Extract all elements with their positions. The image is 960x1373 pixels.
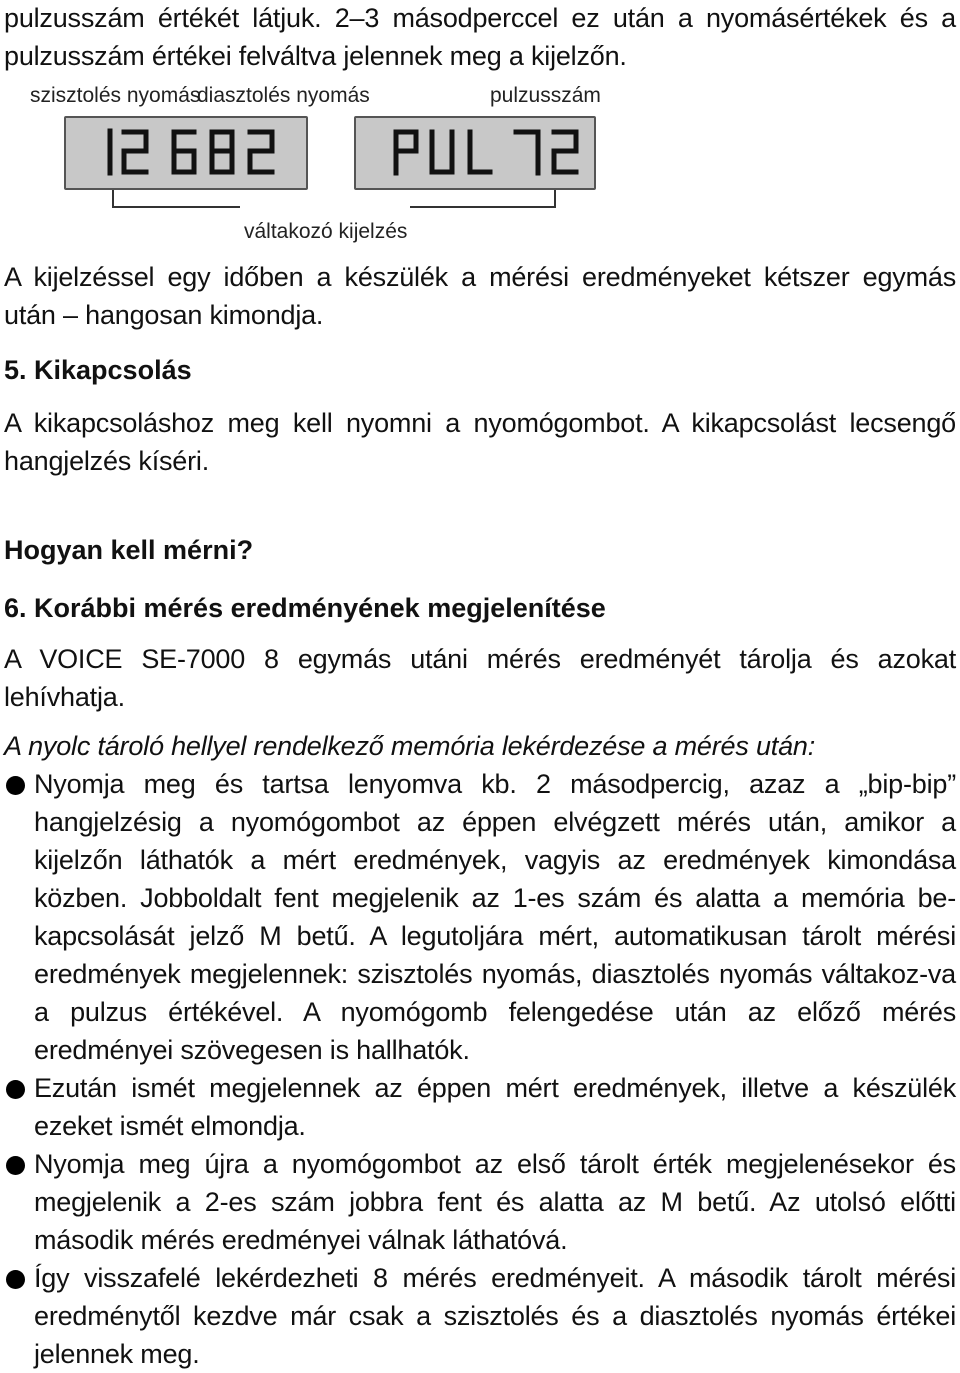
bullet-icon — [6, 776, 25, 795]
bullet-icon — [6, 1156, 25, 1175]
caption-diastolic: diasztolés nyomás — [197, 84, 370, 107]
voice-paragraph: A kijelzéssel egy időben a készülék a mérési eredményeket kétszer egymás után – hangosan kimondja. — [4, 262, 956, 330]
section6-text: A VOICE SE-7000 8 egymás utáni mérés eredményét tárolja és azokat lehívhatja. — [4, 644, 956, 712]
list-item-text: Ezután ismét megjelennek az éppen mért eredmények, illetve a készülék ezeket ismét elmondja. — [34, 1073, 956, 1141]
section6-heading: 6. Korábbi mérés eredményének megjelenítése — [4, 593, 606, 623]
memory-query-intro: A nyolc tároló hellyel rendelkező memória lekérdezése a mérés után: — [4, 731, 816, 761]
instruction-list — [4, 765, 956, 1373]
section5-heading: 5. Kikapcsolás — [4, 355, 192, 385]
list-item-text: Nyomja meg újra a nyomógombot az első tárolt érték megjelenésekor és megjelenik a 2-es szám jobbra fent és alatta az M betű. Az utolsó előtti második mérés eredményei válnak láthatóvá. — [34, 1149, 956, 1255]
how-to-measure-heading: Hogyan kell mérni? — [4, 535, 254, 565]
section5-text: A kikapcsoláshoz meg kell nyomni a nyomógombot. A kikapcsolást lecsengő hangjelzés kíséri. — [4, 408, 956, 476]
list-item — [4, 765, 956, 1069]
lcd-pulse-display — [354, 116, 596, 190]
list-item-text: Így visszafelé lekérdezheti 8 mérés eredményeit. A második tárolt mérési eredménytől kezdve már csak a szisztolés és a diasztolés nyomás értékei jelennek meg. — [34, 1263, 956, 1369]
lcd-pulse-digits — [356, 118, 594, 188]
caption-systolic: szisztolés nyomás — [30, 84, 201, 107]
bullet-icon — [6, 1270, 25, 1289]
bullet-icon — [6, 1080, 25, 1099]
lcd-pressure-display — [64, 116, 308, 190]
intro-paragraph: pulzusszám értékét látjuk. 2–3 másodperccel ez után a nyomásértékek és a pulzusszám értékei felváltva jelennek meg a kijelzőn. — [4, 3, 956, 71]
list-item — [4, 1069, 956, 1145]
display-figure — [4, 80, 624, 250]
caption-pulse: pulzusszám — [490, 84, 601, 107]
bracket-gap — [240, 202, 410, 210]
lcd-pressure-digits — [66, 118, 306, 188]
list-item — [4, 1145, 956, 1259]
caption-alternating: váltakozó kijelzés — [244, 220, 408, 243]
list-item — [4, 1259, 956, 1373]
list-item-text: Nyomja meg és tartsa lenyomva kb. 2 másodpercig, azaz a „bip-bip” hangjelzésig a nyomógombot az éppen elvégzett mérés után, amikor a kijelzőn láthatók a mért eredmények, vagyis az eredmények kimondása közben. Jobboldalt fent megjelenik az 1-es szám és alatta a memória be-kapcsolását jelző M betű. A legutoljára mért, automatikusan tárolt mérési eredmények megjelennek: szisztolés nyomás, diasztolés nyomás váltakoz-va a pulzus értékével. A nyomógomb felengedése után az előző mérés eredményei szövegesen is hallhatók. — [34, 769, 956, 1065]
